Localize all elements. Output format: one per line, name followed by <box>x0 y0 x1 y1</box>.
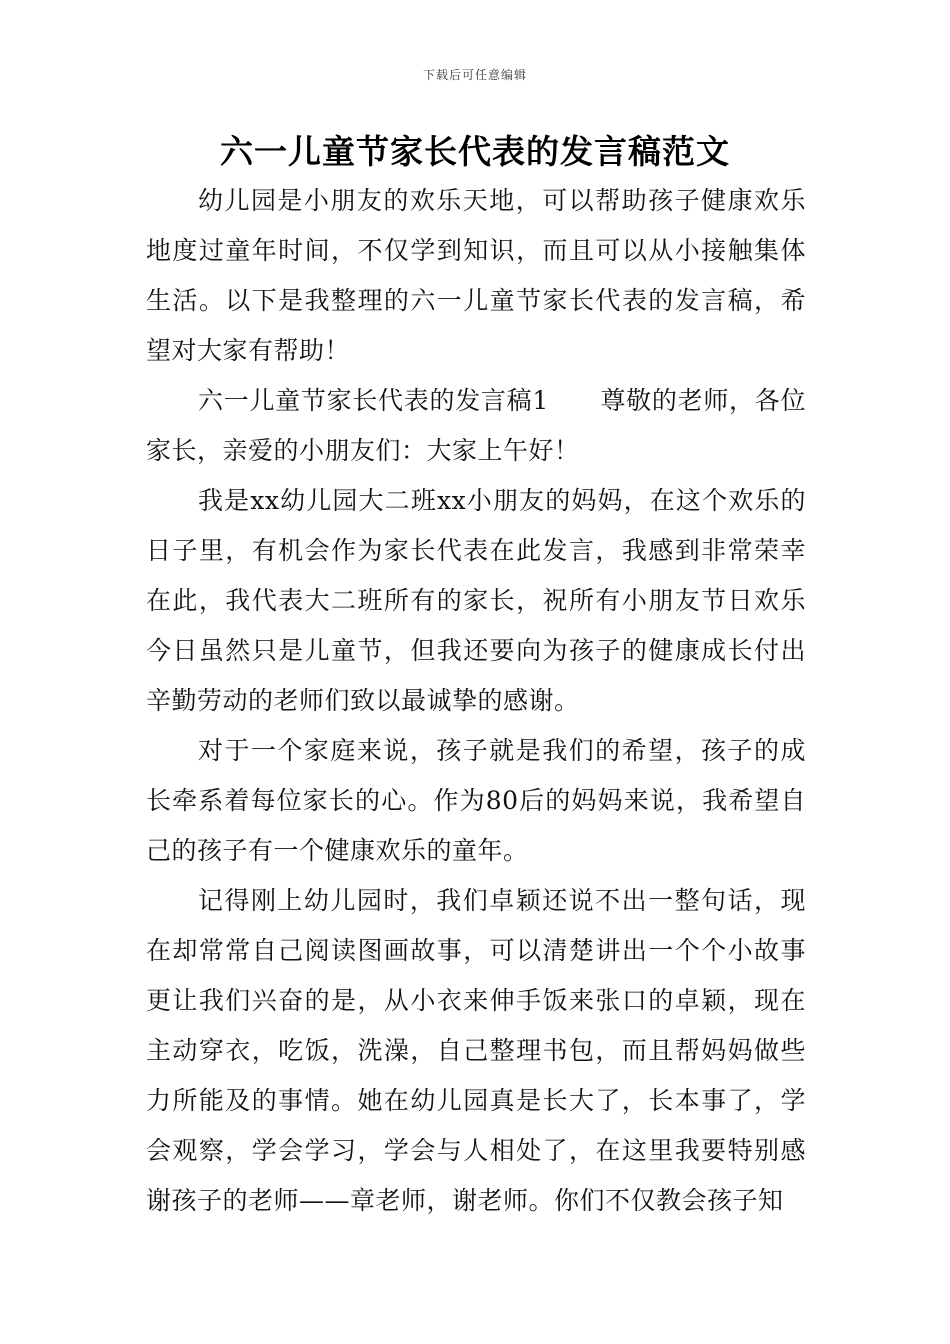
document-body <box>146 176 806 1226</box>
header-note: 下载后可任意编辑 <box>422 68 527 82</box>
paragraph-intro: 幼儿园是小朋友的欢乐天地，可以帮助孩子健康欢乐地度过童年时间，不仅学到知识，而且可以从小接触集体生活。以下是我整理的六一儿童节家长代表的发言稿，希望对大家有帮助！ <box>146 186 806 365</box>
paragraph-family-hope: 对于一个家庭来说，孩子就是我们的希望，孩子的成长牵系着每位家长的心。作为80后的妈妈来说，我希望自己的孩子有一个健康欢乐的童年。 <box>146 736 806 865</box>
paragraph-child-growth: 记得刚上幼儿园时，我们卓颖还说不出一整句话，现在却常常自己阅读图画故事，可以清楚讲出一个个小故事更让我们兴奋的是，从小衣来伸手饭来张口的卓颖，现在主动穿衣，吃饭，洗澡，自己整理书包，而且帮妈妈做些力所能及的事情。她在幼儿园真是长大了，长本事了，学会观察，学会学习，学会与人相处了，在这里我要特别感谢孩子的老师——章老师，谢老师。你们不仅教会孩子知 <box>146 886 806 1215</box>
document-title: 六一儿童节家长代表的发言稿范文 <box>220 132 730 171</box>
paragraph-speech-heading: 六一儿童节家长代表的发言稿1 尊敬的老师，各位家长，亲爱的小朋友们：大家上午好！ <box>146 386 806 465</box>
paragraph-self-introduction: 我是xx幼儿园大二班xx小朋友的妈妈，在这个欢乐的日子里，有机会作为家长代表在此发言，我感到非常荣幸在此，我代表大二班所有的家长，祝所有小朋友节日欢乐今日虽然只是儿童节，但我还要向为孩子的健康成长付出辛勤劳动的老师们致以最诚挚的感谢。 <box>146 486 806 715</box>
